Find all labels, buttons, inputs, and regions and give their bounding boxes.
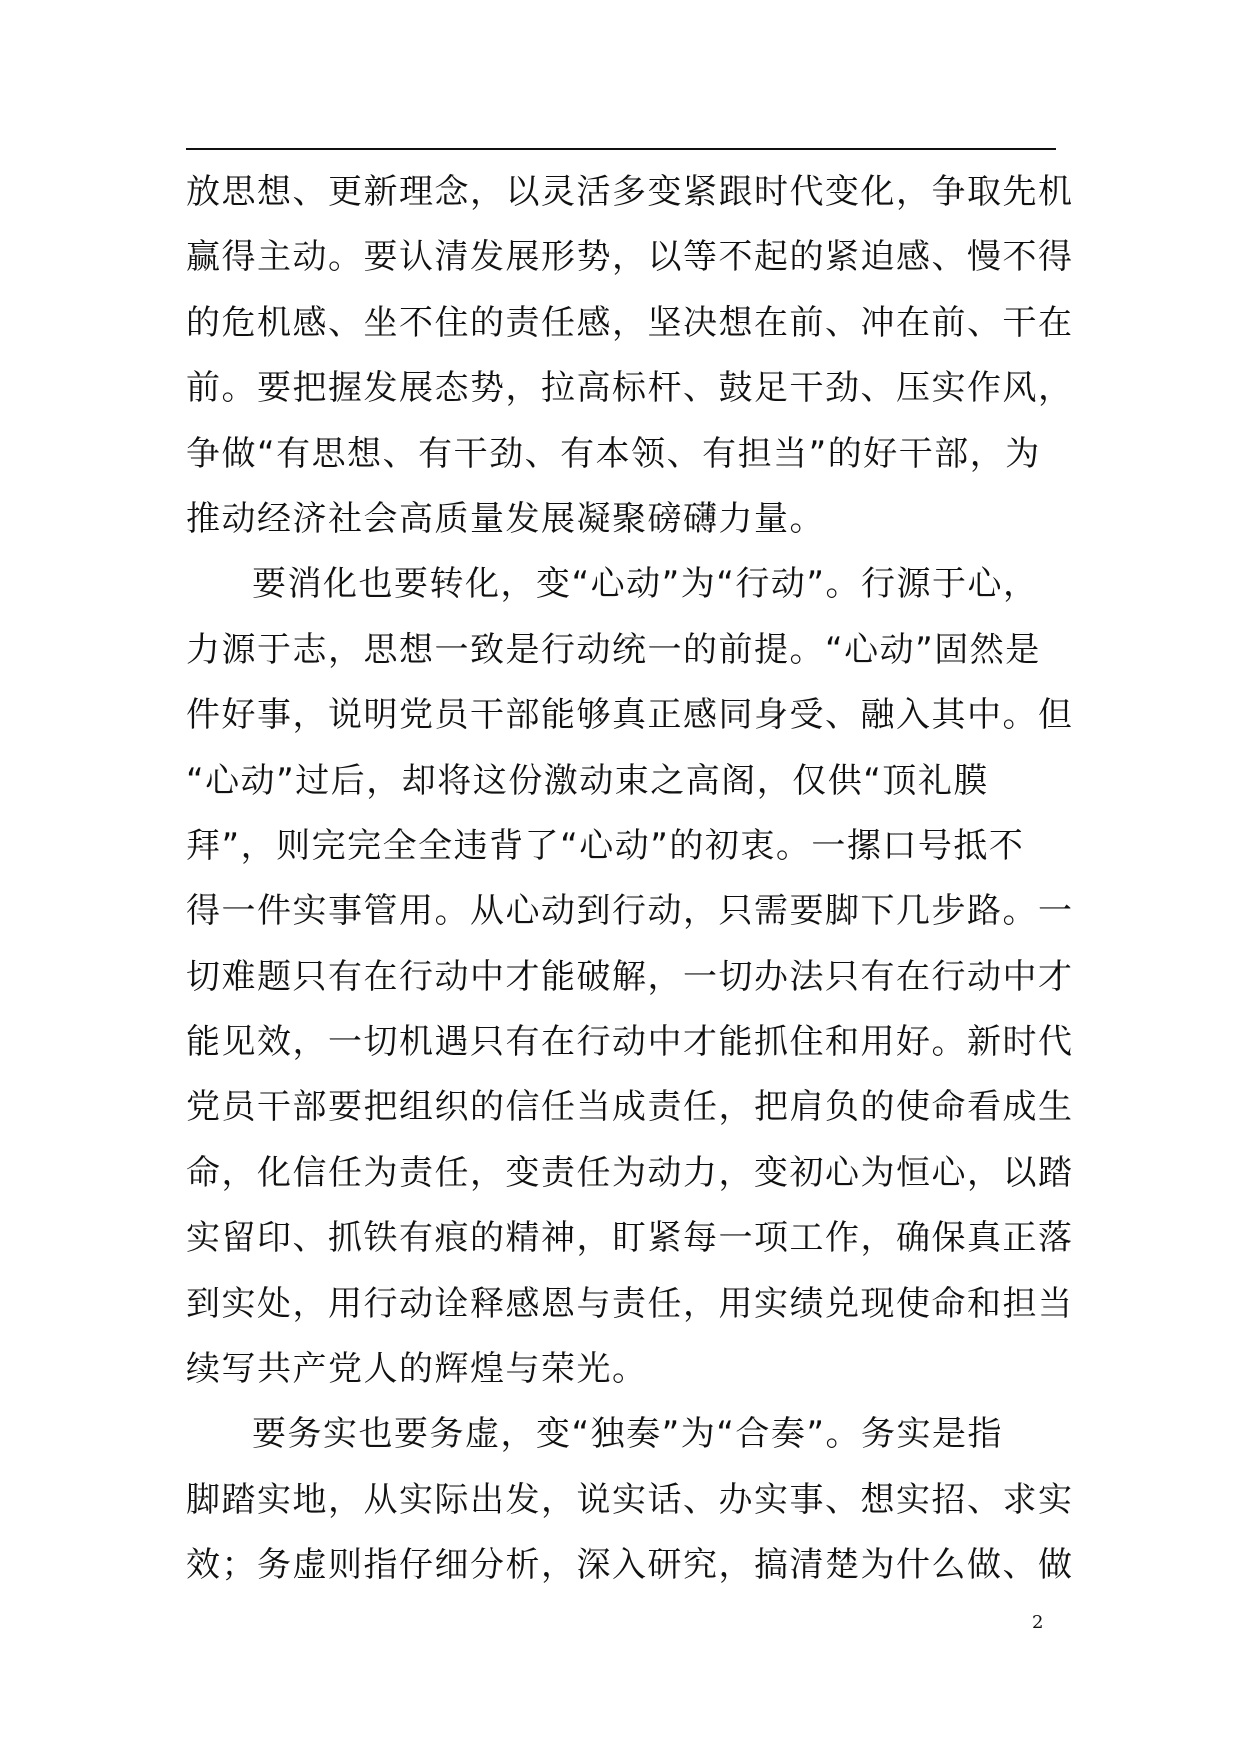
text-line: 得一件实事管用。从心动到行动，只需要脚下几步路。一 [186, 891, 1074, 932]
text-line: 脚踏实地，从实际出发，说实话、办实事、想实招、求实 [186, 1479, 1074, 1520]
text-line: 切难题只有在行动中才能破解，一切办法只有在行动中才 [186, 956, 1074, 997]
text-line: 争做“有思想、有干劲、有本领、有担当”的好干部，为 [186, 433, 1041, 474]
text-line: 前。要把握发展态势，拉高标杆、鼓足干劲、压实作风， [186, 368, 1074, 409]
text-line: 的危机感、坐不住的责任感，坚决想在前、冲在前、干在 [186, 302, 1074, 343]
text-line: 推动经济社会高质量发展凝聚磅礴力量。 [186, 498, 825, 539]
text-line: 效；务虚则指仔细分析，深入研究，搞清楚为什么做、做 [186, 1545, 1074, 1586]
page-number: 2 [1032, 1612, 1044, 1633]
text-line: 到实处，用行动诠释感恩与责任，用实绩兑现使命和担当 [186, 1283, 1074, 1324]
body-text [186, 160, 1236, 1599]
text-line: 拜”，则完完全全违背了“心动”的初衷。一摞口号抵不 [186, 825, 1025, 866]
text-line: 命，化信任为责任，变责任为动力，变初心为恒心，以踏 [186, 1152, 1074, 1193]
text-line: 放思想、更新理念，以灵活多变紧跟时代变化，争取先机 [186, 172, 1074, 212]
paragraph-start-line: 要务实也要务虚，变“独奏”为“合奏”。务实是指 [252, 1414, 1003, 1455]
text-line: 实留印、抓铁有痕的精神，盯紧每一项工作，确保真正落 [186, 1218, 1074, 1259]
text-line: 能见效，一切机遇只有在行动中才能抓住和用好。新时代 [186, 1022, 1074, 1063]
text-line: 力源于志，思想一致是行动统一的前提。“心动”固然是 [186, 629, 1041, 670]
text-line: 续写共产党人的辉煌与荣光。 [186, 1349, 648, 1390]
header-rule [186, 148, 1056, 150]
text-line: 赢得主动。要认清发展形势，以等不起的紧迫感、慢不得 [186, 237, 1074, 278]
text-line: 件好事，说明党员干部能够真正感同身受、融入其中。但 [186, 695, 1074, 736]
text-line: “心动”过后，却将这份激动束之高阁，仅供“顶礼膜 [186, 760, 989, 801]
paragraph-start-line: 要消化也要转化，变“心动”为“行动”。行源于心， [252, 564, 1039, 605]
text-line: 党员干部要把组织的信任当成责任，把肩负的使命看成生 [186, 1087, 1074, 1128]
